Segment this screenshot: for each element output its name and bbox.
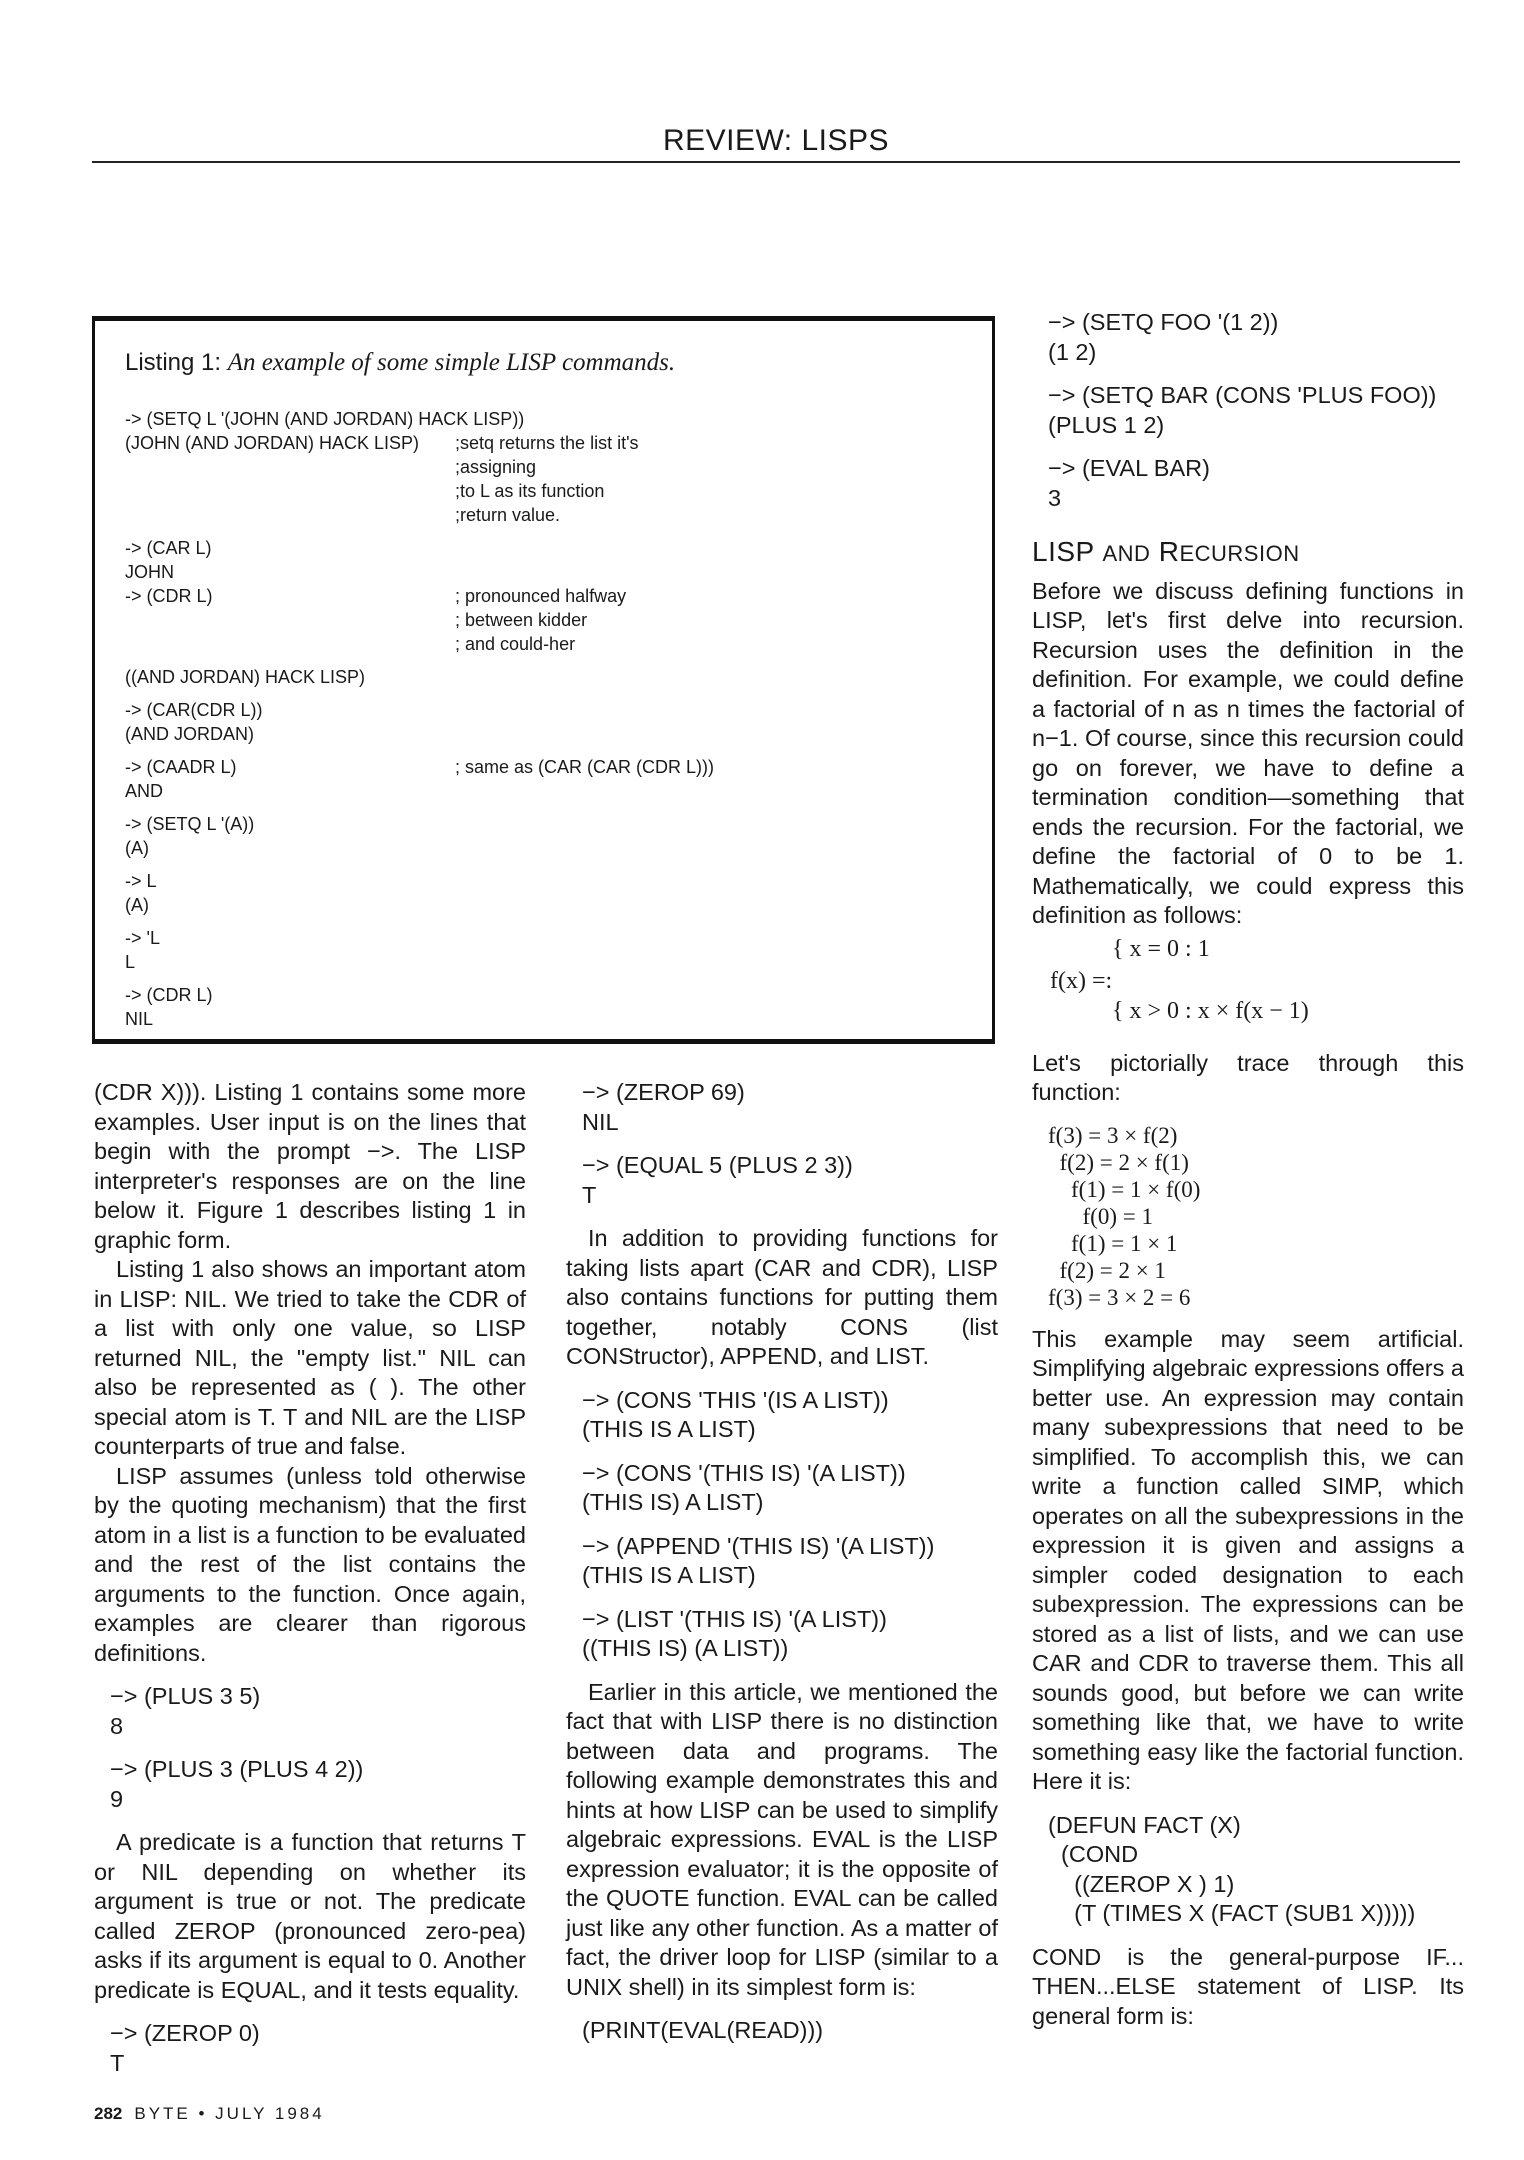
- listing-row: [125, 584, 992, 608]
- listing-row: [125, 536, 992, 560]
- listing-caption-text: An example of some simple LISP commands.: [227, 349, 676, 376]
- listing-code-text: [125, 455, 455, 479]
- listing-row: [125, 560, 992, 584]
- listing-code-text: -> 'L: [125, 928, 160, 948]
- code-line: −> (APPEND '(THIS IS) '(A LIST)): [582, 1532, 935, 1559]
- listing-row: [125, 665, 992, 689]
- column-middle: [566, 1078, 998, 2046]
- listing-row: [125, 869, 992, 893]
- code-line: −> (CONS '(THIS IS) '(A LIST)): [582, 1459, 906, 1486]
- listing-code-text: -> (CDR L): [125, 586, 213, 606]
- code-line: NIL: [582, 1108, 619, 1135]
- code-line: −> (SETQ BAR (CONS 'PLUS FOO)): [1048, 382, 1437, 408]
- trace-line: f(0) = 1: [1048, 1203, 1153, 1229]
- listing-code-text: (JOHN (AND JORDAN) HACK LISP): [125, 433, 420, 453]
- paragraph: Earlier in this article, we mentioned the fact that with LISP there is no distinction between data and programs. The following example demonstrates this and hints at how LISP can be used to simplify algebraic expressions. EVAL is the LISP expression evaluator; it is the opposite of the QUOTE function. EVAL can be called just like any other function. As a matter of fact, the driver loop for LISP (similar to a UNIX shell) in its simplest form is:: [566, 1678, 998, 2000]
- code-line: −> (EVAL BAR): [1048, 455, 1210, 481]
- listing-row: [125, 812, 992, 836]
- listing-code-text: [125, 479, 455, 503]
- paragraph: Before we discuss defining functions in LISP, let's first delve into recursion. Recursion uses the definition in the definition. For example, we could define a factorial of n as n times the factorial of n−1. Of course, since this recursion could go on forever, we have to define a termination condition—something that ends the recursion. For the factorial, we define the factorial of 0 to be 1. Mathematically, we could express this definition as follows:: [1032, 577, 1464, 928]
- math-line: f(x) =:: [1050, 967, 1113, 994]
- listing-row: [125, 455, 992, 479]
- listing-code-text: -> (CAR L): [125, 538, 212, 558]
- paragraph: COND is the general-purpose IF... THEN...ELSE statement of LISP. Its general form is:: [1032, 1943, 1464, 2029]
- page-number: 282: [94, 2104, 123, 2123]
- trace-line: f(1) = 1 × 1: [1048, 1230, 1178, 1256]
- code-line: (DEFUN FACT (X): [1048, 1811, 1241, 1838]
- code-line: −> (ZEROP 69): [582, 1079, 745, 1105]
- math-line: { x > 0 : x × f(x − 1): [1112, 997, 1309, 1024]
- listing-row: [125, 755, 992, 779]
- listing-comment: ; pronounced halfway: [455, 586, 627, 606]
- magazine-issue: BYTE • JULY 1984: [134, 2104, 325, 2123]
- code-line: −> (ZEROP 0): [110, 2020, 260, 2046]
- running-header: REVIEW: LISPS: [662, 124, 890, 157]
- code-line: −> (CONS 'THIS '(IS A LIST)): [582, 1386, 889, 1413]
- listing-code-text: -> (SETQ L '(A)): [125, 814, 255, 834]
- code-line: ((THIS IS) (A LIST)): [582, 1635, 789, 1661]
- code-line: −> (SETQ FOO '(1 2)): [1048, 309, 1279, 335]
- listing-row: [125, 779, 992, 803]
- listing-comment: ;to L as its function: [455, 481, 605, 501]
- code-line: −> (PLUS 3 5): [110, 1683, 261, 1709]
- listing-row: [125, 836, 992, 860]
- listing-row: [125, 632, 992, 656]
- listing-code-text: AND: [125, 781, 164, 801]
- listing-1-box: [92, 316, 995, 1044]
- trace-line: f(2) = 2 × f(1): [1048, 1149, 1189, 1175]
- code-line: −> (EQUAL 5 (PLUS 2 3)): [582, 1152, 853, 1178]
- trace-line: f(3) = 3 × 2 = 6: [1048, 1284, 1191, 1310]
- listing-row: [125, 407, 992, 431]
- trace-line: f(2) = 2 × 1: [1048, 1257, 1166, 1283]
- listing-row: [125, 431, 992, 455]
- listing-caption: [125, 349, 992, 377]
- listing-code-text: -> L: [125, 871, 157, 891]
- listing-row: [125, 722, 992, 746]
- code-line: −> (PLUS 3 (PLUS 4 2)): [110, 1756, 364, 1782]
- listing-row: [125, 479, 992, 503]
- paragraph: LISP assumes (unless told otherwise by the quoting mechanism) that the first atom in a list is a function to be evaluated and the rest of the list contains the arguments to the function. Once again, examples are clearer than rigorous definitions.: [94, 1462, 526, 1666]
- listing-code-text: [125, 632, 455, 656]
- listing-code-text: (A): [125, 895, 149, 915]
- paragraph: Listing 1 also shows an important atom in LISP: NIL. We tried to take the CDR of a list with only one value, so LISP returned NIL, the "empty list." NIL can also be represented as ( ). The other special atom is T. T and NIL are the LISP counterparts of true and false.: [94, 1256, 526, 1459]
- code-line: T: [110, 2049, 125, 2076]
- listing-comment: ;assigning: [455, 457, 537, 477]
- code-line: (THIS IS) A LIST): [582, 1489, 764, 1515]
- code-line: (COND: [1048, 1841, 1139, 1867]
- listing-comment: ; between kidder: [455, 610, 588, 630]
- listing-row: [125, 608, 992, 632]
- section-heading: LISP AND RECURSION: [1032, 536, 1300, 567]
- listing-row: [125, 983, 992, 1007]
- listing-code-text: NIL: [125, 1009, 154, 1029]
- listing-caption-label: Listing 1:: [125, 349, 222, 376]
- listing-code-text: -> (CAADR L): [125, 757, 237, 777]
- listing-comment: ; and could-her: [455, 634, 576, 654]
- paragraph: In addition to providing functions for taking lists apart (CAR and CDR), LISP also contains functions for putting them together, notably CONS (list CONStructor), APPEND, and LIST.: [566, 1225, 998, 1369]
- listing-code-text: -> (CAR(CDR L)): [125, 700, 263, 720]
- listing-code-text: -> (CDR L): [125, 985, 213, 1005]
- column-left: [94, 1078, 526, 2078]
- column-right: [1032, 308, 1464, 2031]
- listing-code-text: (AND JORDAN): [125, 724, 254, 744]
- trace-line: f(3) = 3 × f(2): [1048, 1122, 1178, 1148]
- code-line: (1 2): [1048, 338, 1097, 365]
- code-line: (PLUS 1 2): [1048, 411, 1165, 438]
- listing-row: [125, 926, 992, 950]
- page-footer: [94, 2104, 325, 2124]
- code-line: ((ZEROP X ) 1): [1048, 1870, 1235, 1897]
- paragraph: This example may seem artificial. Simplifying algebraic expressions offers a better use. An expression may contain many subexpressions that need to be simplified. To accomplish this, we can write a function called SIMP, which operates on all the subexpressions in the expression it is given and assigns a simpler coded designation to each subexpression. The expressions can be stored as a list of lists, and we can use CAR and CDR to traverse them. This all sounds good, but before we can write something like that, we have to write something easy like the factorial function. Here it is:: [1032, 1325, 1464, 1794]
- factorial-definition: [1032, 935, 1464, 1031]
- listing-code-text: ((AND JORDAN) HACK LISP): [125, 667, 366, 687]
- code-line: 9: [110, 1785, 124, 1812]
- code-line: (T (TIMES X (FACT (SUB1 X))))): [1048, 1900, 1416, 1926]
- listing-code-text: [125, 608, 455, 632]
- header-rule: [92, 161, 1460, 163]
- listing-code-text: JOHN: [125, 562, 174, 582]
- math-line: { x = 0 : 1: [1112, 935, 1210, 962]
- listing-row: [125, 950, 992, 974]
- listing-code-text: L: [125, 952, 136, 972]
- fact-code-block: [1032, 1811, 1464, 1929]
- listing-comment: ;setq returns the list it's: [455, 433, 639, 453]
- listing-code-text: (A): [125, 838, 149, 858]
- code-line: −> (LIST '(THIS IS) '(A LIST)): [582, 1605, 887, 1632]
- listing-row: [125, 893, 992, 917]
- trace-line: f(1) = 1 × f(0): [1048, 1176, 1201, 1202]
- paragraph: A predicate is a function that returns T or NIL depending on whether its argument is true or not. The predicate called ZEROP (pronounced zero-pea) asks if its argument is equal to 0. Another predicate is EQUAL, and it tests equality.: [94, 1829, 526, 2003]
- code-line: (THIS IS A LIST): [582, 1416, 756, 1442]
- listing-row: [125, 1007, 992, 1031]
- listing-code-text: [125, 503, 455, 527]
- code-line: 3: [1048, 484, 1062, 511]
- paragraph: Let's pictorially trace through this function:: [1032, 1049, 1464, 1105]
- listing-row: [125, 698, 992, 722]
- factorial-trace: [1032, 1122, 1464, 1311]
- listing-code-text: -> (SETQ L '(JOHN (AND JORDAN) HACK LISP)): [125, 409, 525, 429]
- listing-row: [125, 503, 992, 527]
- listing-comment: ;return value.: [455, 505, 561, 525]
- code-line: (PRINT(EVAL(READ))): [582, 2017, 824, 2043]
- paragraph: (CDR X))). Listing 1 contains some more examples. User input is on the lines that begin with the prompt −>. The LISP interpreter's responses are on the line below it. Figure 1 describes listing 1 in graphic form.: [94, 1079, 526, 1253]
- code-line: (THIS IS A LIST): [582, 1562, 756, 1588]
- listing-comment: ; same as (CAR (CAR (CDR L))): [455, 757, 715, 777]
- code-line: 8: [110, 1712, 124, 1739]
- listing-code: [125, 407, 992, 1031]
- code-line: T: [582, 1181, 597, 1208]
